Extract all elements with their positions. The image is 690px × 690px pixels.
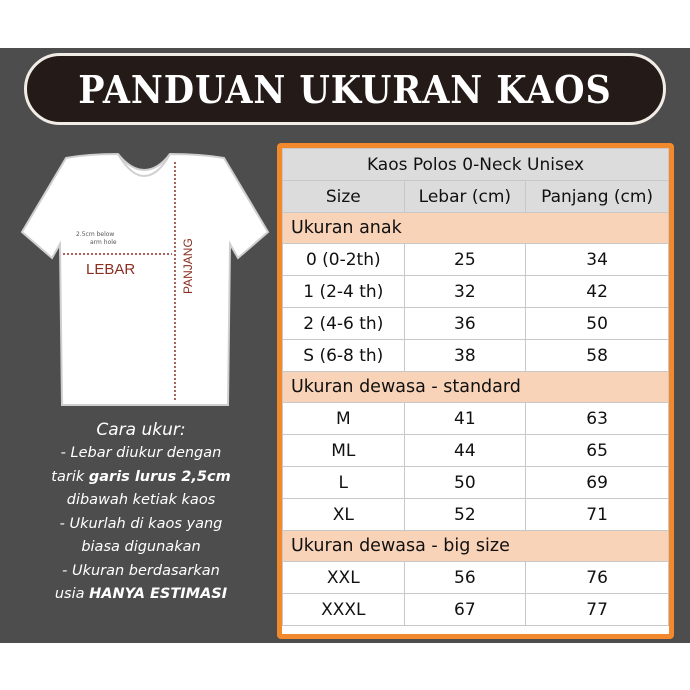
instruction-line-1: - Lebar diukur dengan bbox=[60, 445, 222, 461]
size-cell: XXXL bbox=[283, 594, 405, 626]
instruction-line-7-bold: HANYA ESTIMASI bbox=[89, 586, 228, 602]
note-small-1: 2.5cm below bbox=[76, 231, 115, 238]
table-row bbox=[283, 562, 669, 594]
table-row bbox=[283, 308, 669, 340]
section-row bbox=[283, 213, 669, 244]
length-cell: 76 bbox=[526, 562, 669, 594]
section-label: Ukuran dewasa - big size bbox=[283, 531, 669, 562]
instruction-line-2-text: tarik bbox=[51, 468, 89, 485]
size-cell: L bbox=[283, 467, 405, 499]
tshirt-icon bbox=[22, 154, 268, 405]
size-cell: S (6-8 th) bbox=[283, 340, 405, 372]
header-size: Size bbox=[283, 181, 405, 213]
size-table bbox=[282, 148, 669, 626]
instruction-line-3: dibawah ketiak kaos bbox=[66, 492, 216, 508]
width-cell: 32 bbox=[404, 276, 526, 308]
length-cell: 77 bbox=[526, 594, 669, 626]
size-cell: 0 (0-2th) bbox=[283, 244, 405, 276]
length-label: PANJANG bbox=[181, 238, 195, 294]
instruction-line-7-text: usia bbox=[54, 586, 90, 602]
instructions-heading: Cara ukur: bbox=[96, 420, 186, 440]
table-row bbox=[283, 340, 669, 372]
page-title: PANDUAN UKURAN KAOS bbox=[78, 66, 612, 112]
width-cell: 67 bbox=[404, 594, 526, 626]
instruction-line-2-bold: garis lurus 2,5cm bbox=[88, 468, 231, 485]
width-cell: 50 bbox=[404, 467, 526, 499]
table-row bbox=[283, 499, 669, 531]
instruction-line-4: - Ukurlah di kaos yang bbox=[59, 515, 223, 532]
table-row bbox=[283, 244, 669, 276]
tshirt-diagram bbox=[6, 150, 276, 420]
tshirt-illustration bbox=[6, 150, 276, 420]
length-cell: 50 bbox=[526, 308, 669, 340]
size-cell: ML bbox=[283, 435, 405, 467]
length-cell: 71 bbox=[526, 499, 669, 531]
table-row bbox=[283, 276, 669, 308]
width-cell: 38 bbox=[404, 340, 526, 372]
measurement-instructions bbox=[10, 418, 272, 607]
length-cell: 34 bbox=[526, 244, 669, 276]
width-cell: 56 bbox=[404, 562, 526, 594]
section-label: Ukuran dewasa - standard bbox=[283, 372, 669, 403]
width-cell: 52 bbox=[404, 499, 526, 531]
table-title: Kaos Polos 0-Neck Unisex bbox=[283, 149, 669, 181]
instruction-line-6: - Ukuran berdasarkan bbox=[62, 562, 220, 579]
length-cell: 69 bbox=[526, 467, 669, 499]
size-cell: XL bbox=[283, 499, 405, 531]
width-cell: 25 bbox=[404, 244, 526, 276]
length-cell: 58 bbox=[526, 340, 669, 372]
width-cell: 36 bbox=[404, 308, 526, 340]
width-cell: 41 bbox=[404, 403, 526, 435]
width-cell: 44 bbox=[404, 435, 526, 467]
title-banner bbox=[24, 53, 666, 125]
header-length: Panjang (cm) bbox=[526, 181, 669, 213]
table-row bbox=[283, 435, 669, 467]
section-row bbox=[283, 372, 669, 403]
table-row bbox=[283, 594, 669, 626]
length-cell: 63 bbox=[526, 403, 669, 435]
size-table-frame bbox=[277, 143, 674, 639]
instruction-line-2 bbox=[10, 466, 272, 490]
table-header-row bbox=[283, 181, 669, 213]
table-row bbox=[283, 403, 669, 435]
instruction-line-5: biasa digunakan bbox=[81, 539, 201, 555]
instruction-line-7 bbox=[10, 583, 272, 607]
size-cell: 2 (4-6 th) bbox=[283, 308, 405, 340]
section-row bbox=[283, 531, 669, 562]
size-cell: M bbox=[283, 403, 405, 435]
table-title-row bbox=[283, 149, 669, 181]
length-cell: 65 bbox=[526, 435, 669, 467]
length-cell: 42 bbox=[526, 276, 669, 308]
note-small-2: arm hole bbox=[90, 239, 117, 246]
table-row bbox=[283, 467, 669, 499]
size-cell: XXL bbox=[283, 562, 405, 594]
size-cell: 1 (2-4 th) bbox=[283, 276, 405, 308]
section-label: Ukuran anak bbox=[283, 213, 669, 244]
width-label: LEBAR bbox=[86, 261, 136, 278]
header-width: Lebar (cm) bbox=[404, 181, 526, 213]
